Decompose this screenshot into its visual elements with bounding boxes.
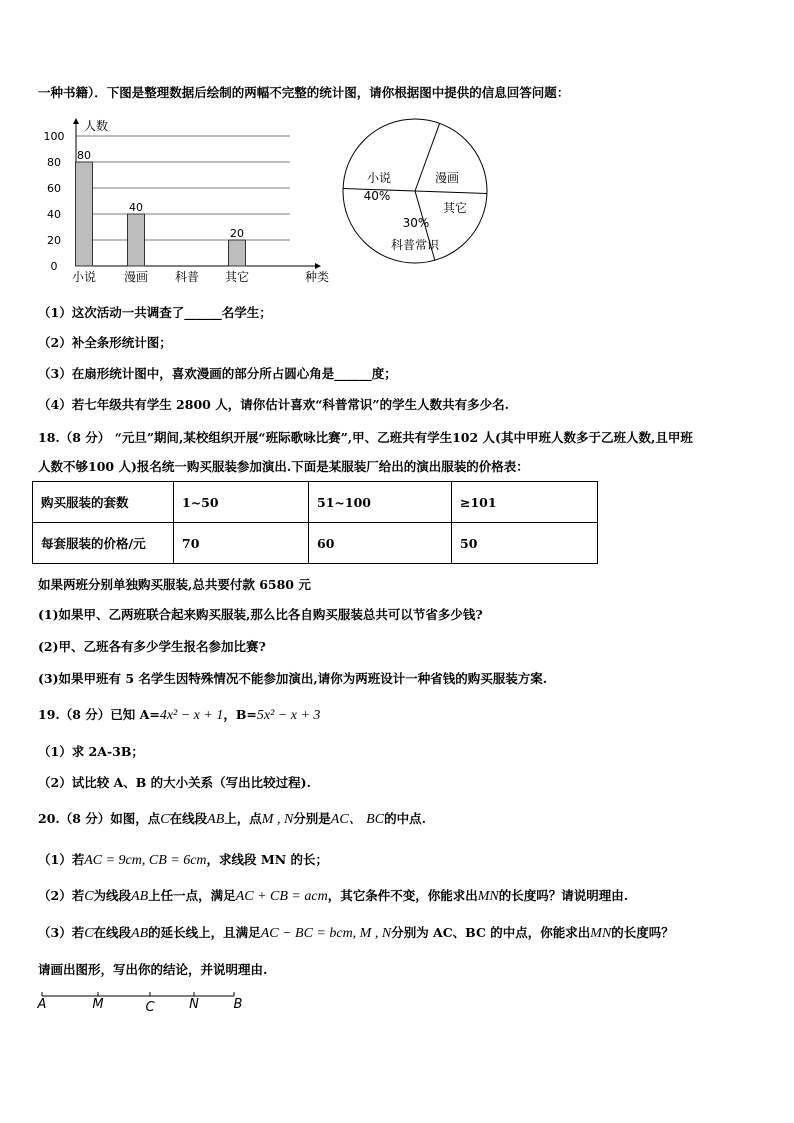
expr-a: 4x² − x + 1 <box>159 708 224 723</box>
table-cell: 60 <box>309 523 452 564</box>
q20-text: 上任一点，满足 <box>148 888 236 903</box>
q20-part3-line2: 请画出图形，写出你的结论，并说明理由. <box>38 962 268 977</box>
bar <box>128 214 145 266</box>
q20-text: ，其它条件不变，你能求出 <box>327 888 478 903</box>
q20-text: 20.（8 分）如图，点 <box>38 811 161 826</box>
table-cell: 每套服装的价格/元 <box>33 523 174 564</box>
bar-chart <box>30 110 340 290</box>
table-row <box>33 523 598 564</box>
q18-part3: (3)如果甲班有 5 名学生因特殊情况不能参加演出,请你为两班设计一种省钱的购买服装方案. <box>38 671 548 686</box>
x-tick-label: 小说 <box>71 270 97 284</box>
q20-text: ，求线段 MN 的长； <box>206 852 328 867</box>
q20-text: 上，点 <box>224 811 262 826</box>
x-tick-label: 科普 <box>174 270 200 284</box>
table-cell: 70 <box>174 523 309 564</box>
data-label: 20 <box>230 227 244 240</box>
q18-line2: 人数不够100 人)报名统一购买服装参加演出.下面是某服装厂给出的演出服装的价格表： <box>38 459 529 474</box>
math-mn: MN <box>477 889 499 904</box>
q20-part1 <box>38 850 328 869</box>
y-tick-label: 40 <box>47 208 61 221</box>
x-axis-label: 种类 <box>305 270 330 284</box>
q20-text: 在线段 <box>169 811 208 826</box>
intro-text: 一种书籍）．下图是整理数据后绘制的两幅不完整的统计图，请你根据图中提供的信息回答问题： <box>38 85 570 100</box>
math-ab: AB <box>131 889 149 904</box>
q19-head-text: 19.（8 分）已知 A= <box>38 707 160 722</box>
q20-text: 的长度吗？ <box>611 925 674 940</box>
x-tick-label: 漫画 <box>123 270 149 284</box>
pie-slice-label: 小说 <box>366 171 392 185</box>
data-label: 80 <box>77 149 91 162</box>
q20-text: （1）若 <box>38 852 85 867</box>
q18-part2: (2)甲、乙班各有多少学生报名参加比赛? <box>38 639 266 654</box>
q20-text: 为线段 <box>93 888 132 903</box>
q17-part1: （1）这次活动一共调查了______名学生； <box>38 305 272 320</box>
math-ab: AB <box>207 812 225 827</box>
q20-text: 的长度吗？请说明理由. <box>498 888 629 903</box>
math-expr: AC + CB = acm <box>235 889 328 904</box>
pie-slice-label: 科普常识 <box>390 238 440 252</box>
q20-text: （3）若 <box>38 925 85 940</box>
q19-part2: （2）试比较 A、B 的大小关系（写出比较过程). <box>38 775 311 790</box>
q20-text: 的延长线上，且满足 <box>148 925 261 940</box>
expr-b: 5x² − x + 3 <box>256 708 321 723</box>
table-cell: 51~100 <box>309 482 452 523</box>
x-axis-arrow <box>315 263 321 269</box>
y-tick-label: 20 <box>47 234 61 247</box>
bar <box>76 162 93 266</box>
x-tick-label: 其它 <box>224 270 250 284</box>
y-axis-label: 人数 <box>84 119 109 133</box>
q20-head <box>38 808 426 828</box>
math-mn: M , N <box>261 812 294 827</box>
y-tick-label: 100 <box>43 130 65 143</box>
q19-head <box>38 705 320 724</box>
math-ab: AB <box>131 926 149 941</box>
table-cell: 1~50 <box>174 482 309 523</box>
q20-part2 <box>38 886 628 905</box>
q18-part1: (1)如果甲、乙两班联合起来购买服装,那么比各自购买服装总共可以节省多少钱? <box>38 607 483 622</box>
bar <box>229 240 246 266</box>
q20-text: 分别为 AC、BC 的中点，你能求出 <box>391 925 591 940</box>
segment-point-label: A <box>37 997 47 1012</box>
y-axis-arrow <box>73 118 79 124</box>
table-cell: 购买服装的套数 <box>33 482 174 523</box>
q19-mid-text: ，B= <box>223 707 257 722</box>
y-tick-label: 60 <box>47 182 61 195</box>
math-c: C <box>160 812 170 827</box>
segment-point-label: B <box>233 997 243 1012</box>
q20-part3 <box>38 923 674 942</box>
data-label: 40 <box>129 201 143 214</box>
q18-after: 如果两班分别单独购买服装,总共要付款 6580 元 <box>38 577 311 592</box>
pie-percent-label: 30% <box>402 216 430 230</box>
math-expr: AC − BC = bcm, M , N <box>260 926 392 941</box>
y-tick-label: 0 <box>50 260 58 273</box>
table-cell: ≥101 <box>452 482 598 523</box>
segment-diagram <box>34 988 254 1018</box>
table-cell: 50 <box>452 523 598 564</box>
q20-text: 在线段 <box>93 925 132 940</box>
q20-text: （2）若 <box>38 888 85 903</box>
pie-chart <box>335 116 495 266</box>
q17-part2: （2）补全条形统计图； <box>38 335 172 350</box>
table-row <box>33 482 598 523</box>
y-tick-label: 80 <box>47 156 61 169</box>
math-c: C <box>84 926 94 941</box>
q17-part3: （3）在扇形统计图中，喜欢漫画的部分所占圆心角是______度； <box>38 366 397 381</box>
math-expr: AC = 9cm, CB = 6cm <box>84 853 207 868</box>
math-c: C <box>84 889 94 904</box>
q17-part4: （4）若七年级共有学生 2800 人，请你估计喜欢“科普常识”的学生人数共有多少名. <box>38 397 509 412</box>
segment-point-label: C <box>145 1000 155 1015</box>
pie-slice-label: 漫画 <box>434 171 460 185</box>
segment-point-label: N <box>189 997 199 1012</box>
math-mn: MN <box>590 926 612 941</box>
q18-line1: 18.（8 分） “元旦”期间,某校组织开展“班际歌咏比赛”,甲、乙班共有学生102 人(其中甲班人数多于乙班人数,且甲班 <box>38 430 693 445</box>
q19-part1: （1）求 2A-3B； <box>38 744 144 759</box>
q20-text: 分别是 <box>293 811 331 826</box>
segment-point-label: M <box>92 997 104 1012</box>
price-table <box>32 481 598 564</box>
pie-slice-label: 其它 <box>442 201 468 215</box>
q20-text: 的中点. <box>384 811 426 826</box>
math-acbc: AC、 BC <box>330 812 385 827</box>
pie-percent-label: 40% <box>363 189 391 203</box>
